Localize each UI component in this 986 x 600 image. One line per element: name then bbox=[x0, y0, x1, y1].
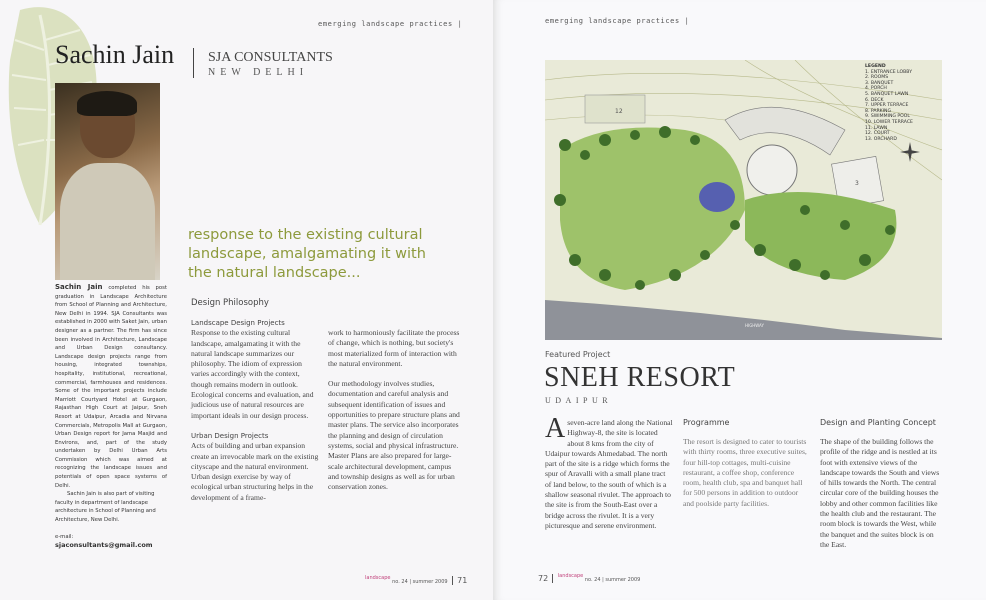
footer bbox=[365, 576, 467, 585]
kicker: Featured Project bbox=[545, 350, 611, 359]
legend-item: 2. ROOMS bbox=[865, 75, 889, 81]
legend-item: 10. LOWER TERRACE bbox=[865, 119, 913, 125]
footer-magazine: landscape bbox=[557, 573, 584, 579]
footer bbox=[538, 574, 640, 583]
plan-label-banquet: 3 bbox=[855, 180, 859, 187]
subheading: Urban Design Projects bbox=[191, 431, 269, 440]
project-title: SNEH RESORT bbox=[544, 362, 736, 393]
bio-paragraph-2: Sachin Jain is also part of visiting faculty in department of landscape architecture in School of Planning and Architecture, New Delhi. bbox=[55, 491, 156, 524]
footer-issue: no. 24 | summer 2009 bbox=[392, 579, 448, 585]
author-photo bbox=[55, 83, 160, 280]
email-label: e-mail: bbox=[55, 533, 74, 540]
email-link[interactable]: sjaconsultants@gmail.com bbox=[55, 541, 153, 550]
firm-name: SJA CONSULTANTS bbox=[208, 50, 333, 65]
subheading: Design and Planting Concept bbox=[820, 418, 936, 427]
firm-city: NEW DELHI bbox=[208, 67, 309, 78]
paragraph: Our methodology involves studies, documentation and careful analysis and subsequent identification of issues and opportunities to prepare structure plans and master plans. The service also incorporates the planning and design of circulation systems, social and physical infrastructure. Master Plans are also prepared for large-scale architectural development, campus and township designs as well as for urban conservation zones. bbox=[328, 379, 460, 492]
pull-quote: response to the existing cultural landscape, amalgamating it with the natural landscape... bbox=[188, 227, 426, 281]
author-name: Sachin Jain bbox=[55, 40, 175, 69]
drop-cap: A bbox=[545, 413, 566, 444]
author-bio bbox=[55, 283, 167, 551]
subheading: Programme bbox=[683, 418, 730, 427]
plan-legend bbox=[865, 64, 913, 142]
running-head-text: emerging landscape practices bbox=[318, 20, 453, 28]
paragraph: seven-acre land along the National Highway-8, the site is located about 8 kms from the city of Udaipur towards Ahmedabad. The north part of the site is a ridge which forms the spur of Aravalli with a small plane tract of land below, to the south of which is a shallow seasonal rivulet. The approach to the site is from the South-East over a bridge across the rivulet. It is a very picturesque and serene environment. bbox=[545, 418, 673, 530]
legend-item: 8. PARKING bbox=[865, 108, 892, 114]
running-head: emerging landscape practices | bbox=[318, 20, 463, 28]
page-number: 72 bbox=[538, 574, 553, 583]
legend-item: 1. ENTRANCE LOBBY bbox=[865, 69, 913, 75]
plan-label-court: 12 bbox=[615, 108, 623, 115]
legend-title: LEGEND bbox=[865, 64, 886, 69]
running-head-text: emerging landscape practices bbox=[545, 17, 680, 25]
paragraph: Response to the existing cultural landscape, amalgamating it with the natural landscape summarizes our philosophy. The idiom of expression varies accordingly with the context, though remains modern in outlook. Ecological concerns and evaluation, and judicious use of natural resources are important ideals in our design process. bbox=[191, 328, 314, 420]
site-plan bbox=[545, 60, 942, 340]
programme-column bbox=[683, 418, 808, 509]
legend-item: 4. PORCH bbox=[865, 86, 887, 92]
footer-issue: no. 24 | summer 2009 bbox=[584, 577, 641, 583]
legend-item: 12. COURT bbox=[865, 131, 890, 137]
paragraph: work to harmoniously facilitate the process of change, which is nothing, but society's most materialized form of interaction with the natural environment. bbox=[328, 328, 460, 368]
legend-item: 5. BANQUET LAWN bbox=[865, 91, 909, 97]
north-arrow-icon bbox=[900, 142, 920, 162]
right-page bbox=[493, 0, 986, 600]
legend-item: 7. UPPER TERRACE bbox=[865, 103, 909, 109]
divider bbox=[193, 48, 194, 78]
intro-column bbox=[545, 413, 673, 531]
footer-magazine: landscape bbox=[365, 575, 391, 581]
project-location: UDAIPUR bbox=[545, 396, 613, 405]
concept-column bbox=[820, 418, 940, 550]
legend-item: 3. BANQUET bbox=[865, 80, 894, 86]
paragraph: The resort is designed to cater to tourists with thirty rooms, three executive suites, four hill-top cottages, multi-cuisine restaurant, a coffee shop, conference room, health club, spa and banquet hall for 500 persons in addition to outdoor and poolside party facilities. bbox=[683, 437, 807, 508]
column-2 bbox=[328, 328, 463, 492]
legend-item: 6. DECK bbox=[865, 97, 884, 103]
subheading: Landscape Design Projects bbox=[191, 319, 285, 327]
paragraph: Acts of building and urban expansion create an irrevocable mark on the existing cityscape and the natural environment. Urban design exercise by way of ecological urban structuring helps in the development of a frame- bbox=[191, 441, 319, 502]
running-head: emerging landscape practices | bbox=[545, 17, 690, 25]
column-1 bbox=[191, 318, 321, 503]
legend-item: 11. LAWN bbox=[865, 125, 888, 131]
paragraph: The shape of the building follows the profile of the ridge and is nestled at its foot with extensive views of the landscape towards the South and views of hills towards the North. The central circular core of the building houses the lobby and other common facilities like the health club and the restaurant. The room block is towards the West, while the banquet and the suites block is on the East. bbox=[820, 437, 940, 549]
bio-name: Sachin Jain bbox=[55, 283, 103, 291]
legend-item: 13. ORCHARD bbox=[865, 136, 897, 142]
section-title: Design Philosophy bbox=[191, 298, 269, 308]
plan-label-highway: HIGHWAY bbox=[745, 323, 764, 328]
page-number: 71 bbox=[452, 576, 467, 585]
bio-paragraph: completed his post graduation in Landscape Architecture from School of Planning and Architecture, New Delhi in 1994. SJA Consultants was established in 2000 with Saket Jain, urban designer as a partner. The firm has since been involved in Architecture, Landscape and Urban Design consultancy. Landscape design projects range from housing, integrated townships, hospitality, institutional, recreational, commercial, farmhouses and residences. Some of the important projects include Marriott Courtyard Hotel at Gurgaon, Rajasthan High Court at Jaipur, Sneh Resort at Udaipur, Arcadia and Nirvana Commercials, Metropolis Mall at Gurgaon, Urban Design report for Jama Masjid and Environs, and, part of the study undertaken by Delhi Urban Arts Commission which was aimed at recognizing the landscape issues and potentials of open space systems of Delhi. bbox=[55, 285, 167, 489]
legend-item: 9. SWIMMING POOL bbox=[865, 114, 910, 120]
